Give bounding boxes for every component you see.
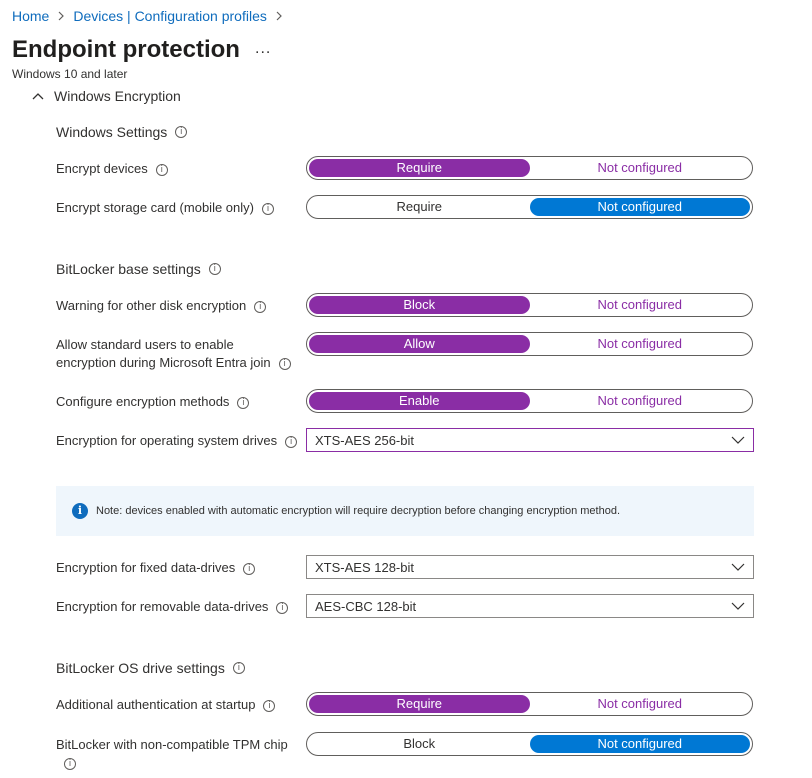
setting-label-non-compatible-tpm	[56, 736, 288, 772]
info-filled-icon: i	[72, 503, 88, 519]
label-text-line1: Allow standard users to enable	[56, 337, 234, 352]
dropdown-value: AES-CBC 128-bit	[315, 598, 417, 614]
setting-label-warning-other-disk	[56, 297, 266, 315]
label-text-line2: encryption during Microsoft Entra join	[56, 355, 271, 370]
more-options-button[interactable]: ...	[255, 40, 272, 57]
info-icon[interactable]: i	[175, 126, 187, 138]
toggle-option-require[interactable]: Require	[309, 159, 530, 177]
group-title-text: Windows Settings	[56, 124, 168, 140]
info-icon[interactable]: i	[263, 700, 275, 712]
info-icon[interactable]: i	[254, 301, 266, 313]
info-icon[interactable]: i	[233, 662, 245, 674]
breadcrumb	[12, 8, 291, 24]
page-subtitle: Windows 10 and later	[12, 67, 128, 81]
label-text: Configure encryption methods	[56, 394, 230, 409]
setting-label-encrypt-storage-card	[56, 199, 274, 217]
group-title-bitlocker-os	[56, 660, 245, 676]
toggle-option-not-configured[interactable]: Not configured	[597, 696, 683, 711]
label-text: Encryption for operating system drives	[56, 433, 278, 448]
setting-label-removable-drives	[56, 598, 288, 616]
setting-label-configure-methods	[56, 393, 249, 411]
setting-label-encrypt-devices	[56, 160, 168, 178]
dropdown-fixed-drives[interactable]	[306, 555, 754, 579]
note-banner	[56, 486, 754, 536]
label-text: Warning for other disk encryption	[56, 298, 247, 313]
setting-label-allow-standard-users	[56, 336, 291, 372]
chevron-down-icon	[731, 563, 745, 571]
toggle-non-compatible-tpm[interactable]	[306, 732, 753, 756]
toggle-configure-methods[interactable]	[306, 389, 753, 413]
breadcrumb-profiles-link[interactable]: Devices | Configuration profiles	[73, 8, 267, 24]
toggle-option-not-configured[interactable]: Not configured	[530, 198, 751, 216]
label-text: Encryption for removable data-drives	[56, 599, 269, 614]
label-text: Encrypt devices	[56, 161, 148, 176]
label-text: Additional authentication at startup	[56, 697, 256, 712]
info-icon[interactable]: i	[156, 164, 168, 176]
section-title: Windows Encryption	[54, 88, 181, 104]
info-icon[interactable]: i	[64, 758, 76, 770]
dropdown-value: XTS-AES 128-bit	[315, 559, 414, 575]
group-title-windows-settings	[56, 124, 187, 140]
group-title-bitlocker-base	[56, 261, 221, 277]
chevron-right-icon	[275, 11, 283, 21]
chevron-right-icon	[57, 11, 65, 21]
info-icon[interactable]: i	[285, 436, 297, 448]
toggle-allow-standard-users[interactable]	[306, 332, 753, 356]
info-icon[interactable]: i	[237, 397, 249, 409]
chevron-up-icon	[32, 92, 44, 100]
info-icon[interactable]: i	[279, 358, 291, 370]
toggle-warning-other-disk[interactable]	[306, 293, 753, 317]
toggle-option-not-configured[interactable]: Not configured	[597, 160, 683, 175]
label-text: BitLocker with non-compatible TPM chip	[56, 737, 288, 752]
toggle-option-block[interactable]: Block	[403, 736, 436, 751]
info-icon[interactable]: i	[276, 602, 288, 614]
breadcrumb-home-link[interactable]: Home	[12, 8, 50, 24]
toggle-encrypt-devices[interactable]	[306, 156, 753, 180]
toggle-option-enable[interactable]: Enable	[309, 392, 530, 410]
chevron-down-icon	[731, 602, 745, 610]
page-title: Endpoint protection	[12, 36, 240, 63]
toggle-encrypt-storage-card[interactable]	[306, 195, 753, 219]
toggle-additional-auth[interactable]	[306, 692, 753, 716]
dropdown-value: XTS-AES 256-bit	[315, 432, 414, 448]
toggle-option-not-configured[interactable]: Not configured	[530, 735, 751, 753]
toggle-option-require[interactable]: Require	[396, 199, 443, 214]
group-title-text: BitLocker OS drive settings	[56, 660, 225, 676]
note-text: Note: devices enabled with automatic encryption will require decryption before changing encryption method.	[96, 505, 621, 517]
toggle-option-not-configured[interactable]: Not configured	[597, 393, 683, 408]
toggle-option-not-configured[interactable]: Not configured	[597, 297, 683, 312]
toggle-option-allow[interactable]: Allow	[309, 335, 530, 353]
dropdown-removable-drives[interactable]	[306, 594, 754, 618]
chevron-down-icon	[731, 436, 745, 444]
setting-label-additional-auth	[56, 696, 275, 714]
info-icon[interactable]: i	[262, 203, 274, 215]
section-toggle-windows-encryption[interactable]	[32, 88, 181, 104]
toggle-option-block[interactable]: Block	[309, 296, 530, 314]
toggle-option-not-configured[interactable]: Not configured	[597, 336, 683, 351]
group-title-text: BitLocker base settings	[56, 261, 201, 277]
info-icon[interactable]: i	[243, 563, 255, 575]
toggle-option-require[interactable]: Require	[309, 695, 530, 713]
label-text: Encryption for fixed data-drives	[56, 560, 236, 575]
info-icon[interactable]: i	[209, 263, 221, 275]
label-text: Encrypt storage card (mobile only)	[56, 200, 254, 215]
setting-label-fixed-drives	[56, 559, 255, 577]
dropdown-os-drives[interactable]	[306, 428, 754, 452]
setting-label-os-drives	[56, 432, 297, 450]
